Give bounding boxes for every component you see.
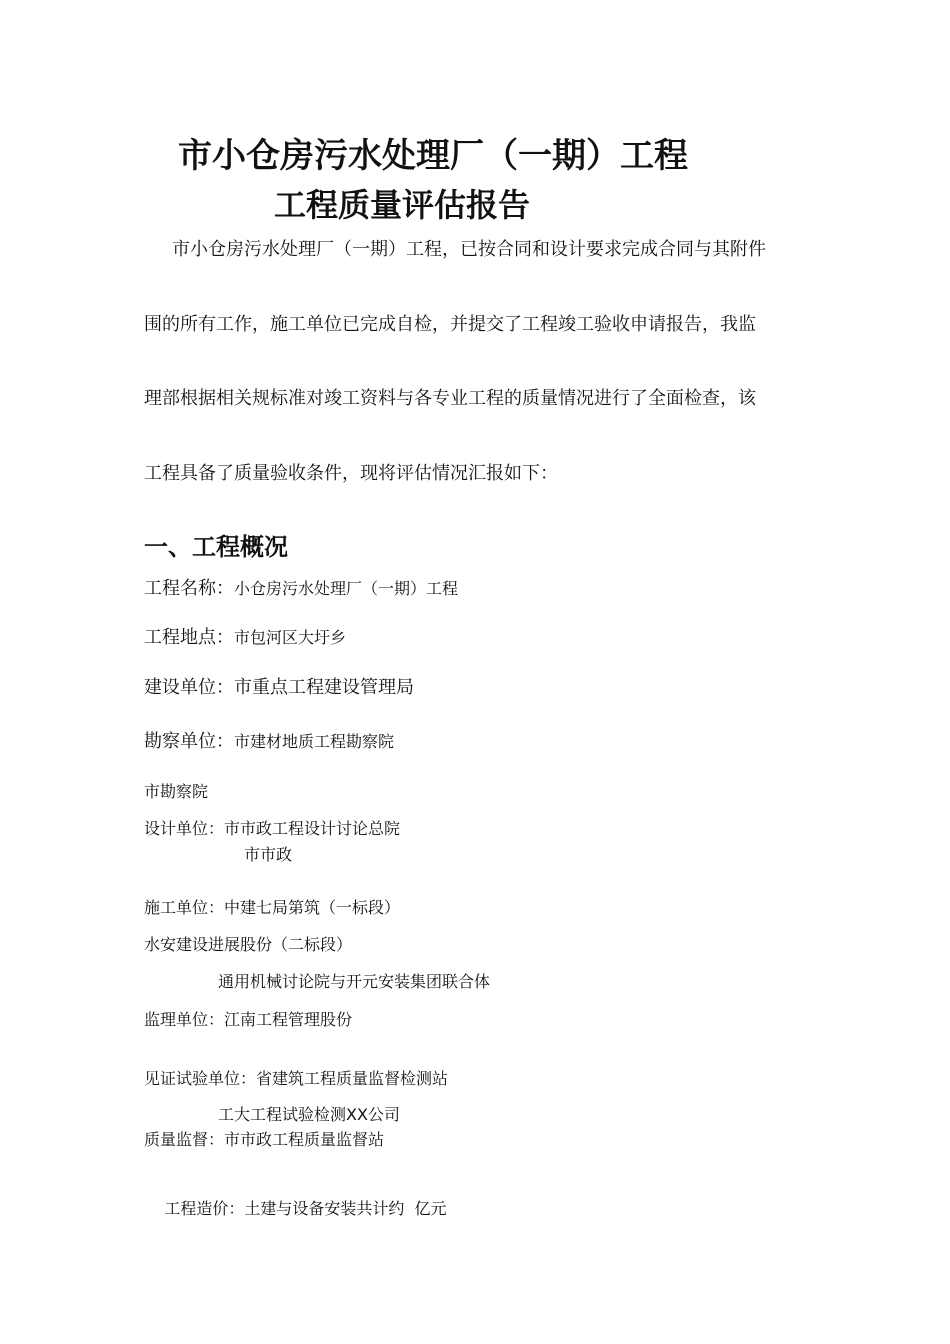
intro-line-1: 市小仓房污水处理厂（一期）工程，已按合同和设计要求完成合同与其附件 <box>172 239 766 260</box>
design-label: 设计单位： <box>144 819 225 838</box>
construction-row <box>144 895 400 918</box>
supervision-row <box>144 1007 352 1030</box>
intro-line-2: 围的所有工作，施工单位已完成自检，并提交了工程竣工验收申请报告，我监 <box>144 314 756 335</box>
project-location-label: 工程地点： <box>144 627 234 648</box>
construction-value-3: 通用机械讨论院与开元安装集团联合体 <box>218 972 491 991</box>
cost-row <box>144 1177 447 1238</box>
supervision-value: 江南工程管理股份 <box>224 1010 353 1029</box>
survey-row <box>144 727 394 753</box>
design-value-2: 市市政 <box>244 845 293 864</box>
project-name-value: 小仓房污水处理厂（一期）工程 <box>234 579 459 598</box>
witness-value-2: 工大工程试验检测XX公司 <box>218 1105 400 1124</box>
project-location-row <box>144 623 346 649</box>
design-row <box>144 816 400 839</box>
quality-label: 质量监督： <box>144 1130 225 1149</box>
intro-line-4: 工程具备了质量验收条件，现将评估情况汇报如下： <box>144 463 558 484</box>
witness-label: 见证试验单位： <box>144 1069 257 1088</box>
document-subtitle: 工程质量评估报告 <box>274 186 531 224</box>
cost-label: 工程造价： <box>164 1199 245 1218</box>
document-title: 市小仓房污水处理厂（一期）工程 <box>178 136 688 176</box>
supervision-label: 监理单位： <box>144 1010 225 1029</box>
quality-row <box>144 1127 384 1150</box>
construction-value: 中建七局第筑（一标段） <box>224 898 401 917</box>
witness-row <box>144 1066 448 1089</box>
owner-label: 建设单位： <box>144 677 234 698</box>
construction-label: 施工单位： <box>144 898 225 917</box>
survey-label: 勘察单位： <box>144 731 234 752</box>
section-heading-overview: 一、工程概况 <box>144 533 288 561</box>
project-location-value: 市包河区大圩乡 <box>234 628 347 647</box>
survey-value-2: 市勘察院 <box>144 782 209 801</box>
project-name-label: 工程名称： <box>144 578 234 599</box>
project-name-row <box>144 574 458 600</box>
cost-value: 土建与设备安装共计约 亿元 <box>244 1199 447 1218</box>
design-value: 市市政工程设计讨论总院 <box>224 819 401 838</box>
witness-value: 省建筑工程质量监督检测站 <box>256 1069 449 1088</box>
intro-line-3: 理部根据相关规标准对竣工资料与各专业工程的质量情况进行了全面检查，该 <box>144 388 756 409</box>
construction-value-2: 水安建设进展股份（二标段） <box>144 935 353 954</box>
quality-value: 市市政工程质量监督站 <box>224 1130 385 1149</box>
owner-row <box>144 673 414 699</box>
owner-value: 市重点工程建设管理局 <box>234 677 414 698</box>
survey-value: 市建材地质工程勘察院 <box>234 732 395 751</box>
